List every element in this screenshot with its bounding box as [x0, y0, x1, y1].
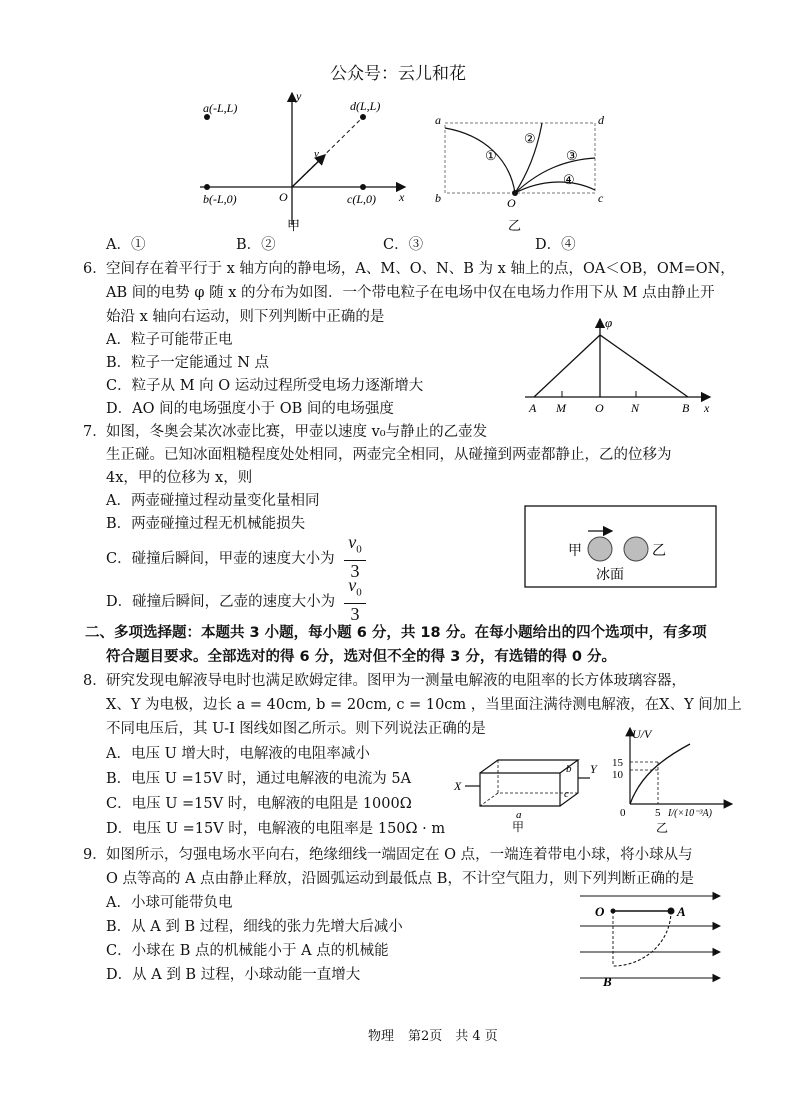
q5-jia-point-c — [360, 184, 366, 190]
q9-option-b: B．从 A 到 B 过程，细线的张力先增大后减小 — [106, 919, 403, 935]
q5-jia-point-b — [204, 184, 210, 190]
q8-caption-yi: 乙 — [656, 821, 669, 835]
q6-potential-figure — [520, 315, 720, 417]
q7-c-denominator: 3 — [350, 560, 360, 581]
q9-point-O — [611, 909, 616, 914]
q8-option-a: A．电压 U 增大时，电解液的电阻率减小 — [106, 746, 370, 762]
q5-jia-label-b: b(-L,0) — [203, 192, 237, 206]
q6-option-b: B．粒子一定能通过 N 点 — [106, 355, 270, 371]
q5-yi-label-4: ④ — [563, 172, 575, 187]
q8-stem-line3: 不同电压后，其 U-I 图线如图乙所示。则下列说法正确的是 — [106, 721, 486, 737]
q9-option-d: D．从 A 到 B 过程，小球动能一直增大 — [106, 967, 361, 983]
q8-box-top — [480, 760, 578, 773]
q5-option-d: D．④ — [535, 237, 576, 253]
q8-container-figure — [450, 748, 600, 833]
q5-jia-label-x: x — [399, 190, 405, 204]
q7-option-d-fraction — [344, 575, 366, 624]
section2-title-line1: 二、多项选择题：本题共 3 小题，每小题 6 分，共 18 分。在每小题给出的四个选项中，有多项 — [85, 625, 707, 641]
q5-figure-yi — [430, 110, 610, 235]
q6-stem-line3: 始沿 x 轴向右运动，则下列判断中正确的是 — [106, 309, 385, 325]
q5-jia-point-d — [360, 114, 366, 120]
q5-yi-label-O: O — [507, 196, 516, 210]
q5-jia-label-O: O — [279, 190, 288, 204]
q7-label-yi: 乙 — [652, 544, 666, 559]
q8-graph-tick-15: 15 — [612, 757, 623, 769]
q5-jia-label-v: v — [314, 148, 319, 160]
q8-graph-tick-10: 10 — [612, 769, 623, 781]
q9-option-c: C．小球在 B 点的机械能小于 A 点的机械能 — [106, 943, 389, 959]
q5-yi-label-1: ① — [485, 148, 497, 163]
q7-stem-line3: 4x，甲的位移为 x，则 — [106, 470, 253, 486]
q6-label-O: O — [595, 401, 604, 415]
q9-label-A: A — [677, 904, 686, 919]
q8-ui-graph — [610, 722, 740, 837]
q9-label-B: B — [603, 974, 612, 989]
footer-subject: 物理 — [368, 1029, 395, 1044]
q5-jia-velocity — [292, 155, 325, 187]
q5-jia-label-a: a(-L,L) — [203, 101, 238, 115]
q7-option-b: B．两壶碰撞过程无机械能损失 — [106, 516, 306, 532]
q5-option-b: B．② — [236, 237, 276, 253]
q5-yi-path-1 — [445, 128, 515, 193]
q8-label-b: b — [566, 763, 572, 775]
q5-option-c: C．③ — [383, 237, 424, 253]
q7-d-denominator: 3 — [350, 603, 360, 624]
q5-yi-label-3: ③ — [566, 148, 578, 163]
q6-potential-curve — [534, 335, 688, 397]
q5-jia-caption: 甲 — [287, 218, 301, 233]
q7-option-c: C．碰撞后瞬间，甲壶的速度大小为 — [106, 551, 335, 567]
q9-stem-line1: 如图所示，匀强电场水平向右，绝缘细线一端固定在 O 点，一端连着带电小球，将小球从与 — [106, 847, 693, 863]
q8-graph-tick-5: 5 — [655, 807, 661, 819]
q7-option-a: A．两壶碰撞过程动量变化量相同 — [106, 493, 320, 509]
q7-label-ice: 冰面 — [596, 568, 624, 583]
q7-stem-line2: 生正碰。已知冰面粗糙程度处处相同，两壶完全相同，从碰撞到两壶都静止，乙的位移为 — [106, 447, 672, 463]
q5-yi-label-d: d — [598, 113, 604, 127]
q6-stem-line2: AB 间的电势 φ 随 x 的分布为如图．一个带电粒子在电场中仅在电场力作用下从 M 点由静止开 — [106, 285, 715, 301]
q9-stem-line2: O 点等高的 A 点由静止释放，沿圆弧运动到最低点 B，不计空气阻力，则下列判断正确的是 — [106, 871, 694, 887]
q6-option-c: C．粒子从 M 向 O 运动过程所受电场力逐渐增大 — [106, 378, 424, 394]
footer-page: 第2页 共 4 页 — [408, 1029, 498, 1044]
q5-yi-label-b: b — [435, 191, 441, 205]
q6-option-d: D．AO 间的电场强度小于 OB 间的电场强度 — [106, 401, 394, 417]
q9-label-O: O — [595, 904, 605, 919]
q7-label-jia: 甲 — [568, 544, 582, 559]
q5-yi-label-2: ② — [524, 131, 536, 146]
q8-option-b: B．电压 U =15V 时，通过电解液的电流为 5A — [106, 771, 412, 787]
q9-number: 9． — [83, 847, 107, 863]
q7-option-c-fraction — [344, 532, 366, 581]
q8-option-c: C．电压 U =15V 时，电解液的电阻是 1000Ω — [106, 796, 412, 812]
q7-stone-yi — [624, 537, 648, 561]
q7-stone-jia — [588, 537, 612, 561]
q8-stem-line1: 研究发现电解液导电时也满足欧姆定律。图甲为一测量电解液的电阻率的长方体玻璃容器， — [106, 673, 686, 689]
q6-label-phi: φ — [605, 315, 613, 330]
q6-option-a: A．粒子可能带正电 — [106, 332, 233, 348]
q8-graph-xlabel: I/(×10⁻³A) — [668, 808, 712, 819]
q5-option-a: A．① — [106, 237, 146, 253]
q9-ball-A — [668, 908, 675, 915]
q6-label-A: A — [529, 401, 537, 415]
watermark: 公众号：云儿和花 — [330, 64, 466, 84]
q7-number: 7． — [83, 424, 107, 440]
q8-graph-tick-0: 0 — [620, 807, 626, 819]
q5-yi-caption: 乙 — [508, 218, 522, 233]
q5-figure-jia — [195, 85, 415, 235]
q8-caption-jia: 甲 — [512, 820, 525, 833]
q9-arc-path — [613, 911, 671, 966]
q5-jia-label-c: c(L,0) — [347, 192, 376, 206]
q6-label-M: M — [556, 401, 566, 415]
q8-stem-line2: X、Y 为电极，边长 a = 40cm, b = 20cm, c = 10cm ，当里面注满待测电解液，在X、Y 间加上 — [106, 697, 742, 713]
q8-label-Y: Y — [590, 762, 597, 776]
q5-jia-label-y: y — [296, 89, 302, 103]
q5-yi-label-a: a — [435, 113, 441, 127]
q9-field-figure — [575, 888, 725, 993]
q8-box-front — [480, 773, 560, 806]
q8-label-a: a — [516, 809, 522, 821]
q7-stem-line1: 如图，冬奥会某次冰壶比赛，甲壶以速度 v₀与静止的乙壶发 — [106, 424, 488, 440]
q8-number: 8． — [83, 673, 107, 689]
q8-box-hidden-edge — [480, 793, 498, 806]
q6-number: 6． — [83, 261, 107, 277]
q6-label-B: B — [682, 401, 690, 415]
q7-option-d: D．碰撞后瞬间，乙壶的速度大小为 — [106, 594, 336, 610]
q6-label-N: N — [631, 401, 640, 415]
q8-label-c: c — [564, 788, 569, 800]
q7-d-numerator: $v_0$ — [344, 575, 366, 604]
q7-c-numerator: $v_0$ — [344, 532, 366, 561]
q8-graph-ylabel: U/V — [632, 727, 652, 741]
q5-yi-label-c: c — [598, 191, 604, 205]
q9-option-a: A．小球可能带负电 — [106, 895, 233, 911]
q6-stem-line1: 空间存在着平行于 x 轴方向的静电场，A、M、O、N、B 为 x 轴上的点，OA＜OB，OM=ON， — [106, 261, 735, 277]
q8-label-X: X — [454, 779, 462, 793]
q8-option-d: D．电压 U =15V 时，电解液的电阻率是 150Ω · m — [106, 821, 446, 837]
q5-jia-label-d: d(L,L) — [350, 99, 381, 113]
q7-curling-figure — [524, 505, 718, 589]
section2-title-line2: 符合题目要求。全部选对的得 6 分，选对但不全的得 3 分，有选错的得 0 分。 — [106, 649, 617, 665]
q8-graph-curve — [630, 744, 690, 804]
q6-label-x: x — [704, 401, 710, 415]
